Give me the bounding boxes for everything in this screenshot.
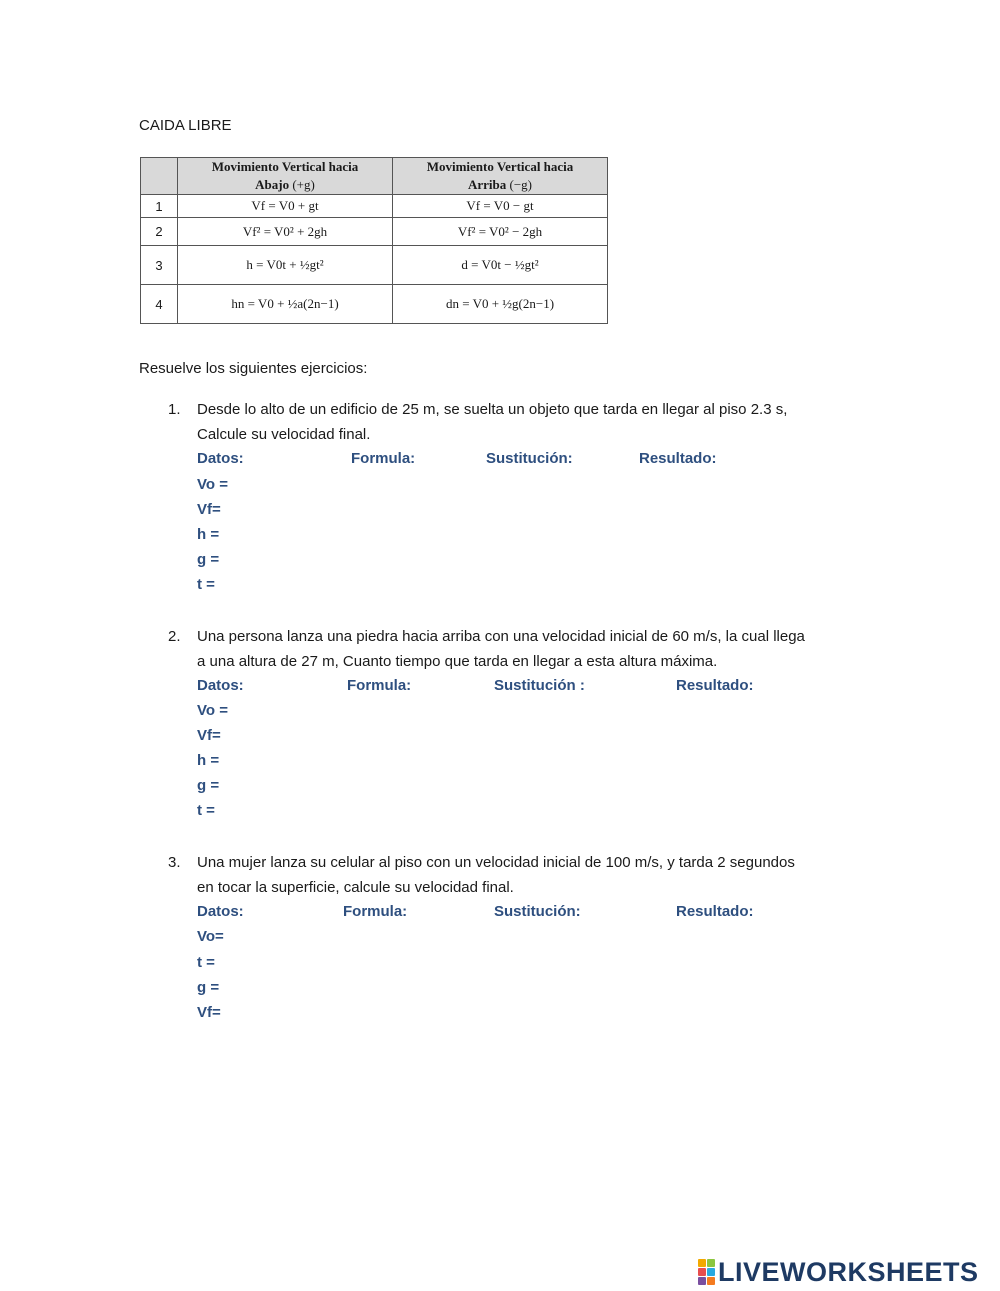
variable-vo: Vo =	[197, 476, 228, 493]
variable-g: g =	[197, 979, 220, 996]
formula-down: hn = V0 + ½a(2n−1)	[178, 285, 393, 324]
variable-vf: Vf=	[197, 1004, 221, 1021]
exercise-text-line2: en tocar la superficie, calcule su velocidad final.	[197, 879, 514, 896]
exercise-text-line1: Una mujer lanza su celular al piso con un velocidad inicial de 100 m/s, y tarda 2 segundos	[197, 854, 795, 871]
logo-tile	[707, 1268, 715, 1276]
exercise-text-line1: Desde lo alto de un edificio de 25 m, se suelta un objeto que tarda en llegar al piso 2.3 s,	[197, 401, 788, 418]
variable-g: g =	[197, 777, 220, 794]
table-row	[141, 246, 608, 285]
label-resultado: Resultado:	[676, 677, 754, 694]
logo-tile	[707, 1259, 715, 1267]
label-sustitucion: Sustitución:	[486, 450, 573, 467]
logo-tile	[698, 1259, 706, 1267]
exercise-number: 3.	[168, 854, 181, 871]
label-sustitucion: Sustitución :	[494, 677, 585, 694]
formula-down: h = V0t + ½gt²	[178, 246, 393, 285]
variable-t: t =	[197, 954, 215, 971]
table-row	[141, 285, 608, 324]
label-datos: Datos:	[197, 677, 244, 694]
header-downward-line1: Movimiento Vertical hacia	[211, 159, 359, 174]
variable-vf: Vf=	[197, 501, 221, 518]
variable-vo: Vo=	[197, 928, 224, 945]
header-downward-sign: (+g)	[292, 177, 315, 192]
header-upward-line1: Movimiento Vertical hacia	[426, 159, 574, 174]
logo-tile	[707, 1277, 715, 1285]
exercise-text-line1: Una persona lanza una piedra hacia arriba con una velocidad inicial de 60 m/s, la cual llega	[197, 628, 805, 645]
label-resultado: Resultado:	[676, 903, 754, 920]
formula-table	[140, 157, 608, 324]
logo-tile	[698, 1268, 706, 1276]
table-corner	[141, 158, 178, 195]
header-upward	[393, 158, 608, 195]
instructions: Resuelve los siguientes ejercicios:	[139, 360, 368, 377]
formula-down: Vf = V0 + gt	[178, 195, 393, 218]
header-downward-line2: Abajo	[255, 177, 290, 192]
label-datos: Datos:	[197, 903, 244, 920]
page-title: CAIDA LIBRE	[139, 117, 232, 134]
row-number: 2	[141, 218, 178, 246]
label-formula: Formula:	[351, 450, 416, 467]
exercise-text-line2: Calcule su velocidad final.	[197, 426, 371, 443]
exercise-text-line2: a una altura de 27 m, Cuanto tiempo que tarda en llegar a esta altura máxima.	[197, 653, 718, 670]
header-upward-line2: Arriba	[467, 177, 507, 192]
table-row	[141, 195, 608, 218]
label-sustitucion: Sustitución:	[494, 903, 581, 920]
label-resultado: Resultado:	[639, 450, 717, 467]
formula-up: Vf² = V0² − 2gh	[393, 218, 608, 246]
row-number: 4	[141, 285, 178, 324]
liveworksheets-logo	[698, 1257, 979, 1287]
exercise-number: 2.	[168, 628, 181, 645]
logo-text: LIVEWORKSHEETS	[718, 1256, 979, 1287]
table-header-row	[141, 158, 608, 195]
label-formula: Formula:	[347, 677, 412, 694]
formula-up: d = V0t − ½gt²	[393, 246, 608, 285]
table-row	[141, 218, 608, 246]
variable-h: h =	[197, 526, 220, 543]
variable-t: t =	[197, 802, 215, 819]
variable-vf: Vf=	[197, 727, 221, 744]
variable-vo: Vo =	[197, 702, 228, 719]
logo-icon	[698, 1259, 715, 1285]
header-upward-sign: (−g)	[509, 177, 533, 192]
row-number: 3	[141, 246, 178, 285]
row-number: 1	[141, 195, 178, 218]
formula-up: Vf = V0 − gt	[393, 195, 608, 218]
variable-h: h =	[197, 752, 220, 769]
label-formula: Formula:	[343, 903, 408, 920]
variable-g: g =	[197, 551, 220, 568]
formula-up: dn = V0 + ½g(2n−1)	[393, 285, 608, 324]
header-downward	[178, 158, 393, 195]
exercise-number: 1.	[168, 401, 181, 418]
variable-t: t =	[197, 576, 215, 593]
formula-down: Vf² = V0² + 2gh	[178, 218, 393, 246]
label-datos: Datos:	[197, 450, 244, 467]
logo-tile	[698, 1277, 706, 1285]
